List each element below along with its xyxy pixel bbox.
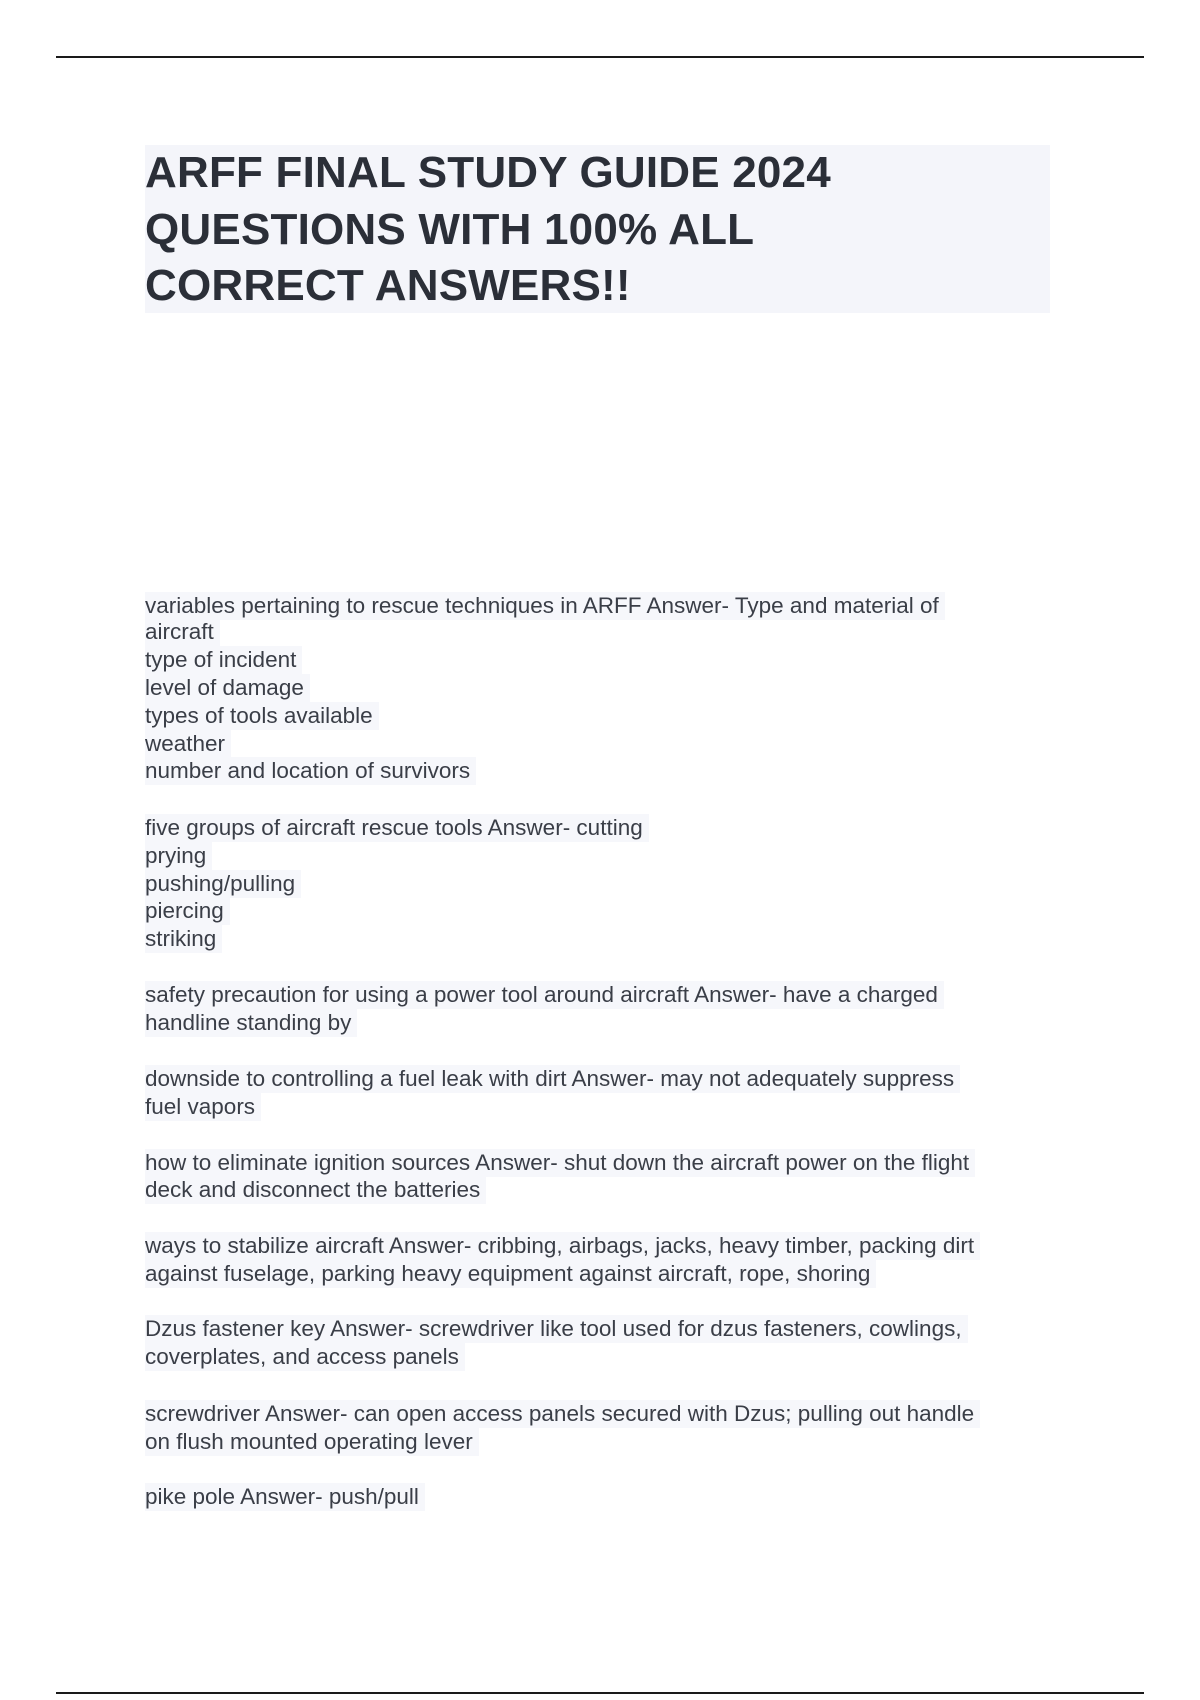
header-rule [56,56,1144,58]
footer-rule [56,1692,1144,1694]
qa-line: deck and disconnect the batteries [145,1176,486,1204]
qa-line: fuel vapors [145,1093,261,1121]
qa-line: against fuselage, parking heavy equipment against aircraft, rope, shoring [145,1260,876,1288]
qa-line: pushing/pulling [145,870,301,898]
title-line-2: QUESTIONS WITH 100% ALL [145,205,755,254]
qa-line: how to eliminate ignition sources Answer- shut down the aircraft power on the flight [145,1149,975,1177]
qa-line: type of incident [145,646,302,674]
qa-line: striking [145,925,222,953]
qa-line: piercing [145,897,230,925]
qa-line: screwdriver Answer- can open access panels secured with Dzus; pulling out handle [145,1400,980,1428]
title-line-3: CORRECT ANSWERS!! [145,261,631,310]
qa-line: downside to controlling a fuel leak with dirt Answer- may not adequately suppress [145,1065,960,1093]
qa-line: types of tools available [145,702,379,730]
qa-line: number and location of survivors [145,757,476,785]
qa-line: aircraft [145,618,220,646]
qa-line: pike pole Answer- push/pull [145,1483,425,1511]
qa-line: on flush mounted operating lever [145,1428,479,1456]
qa-line: level of damage [145,674,310,702]
qa-line: weather [145,730,231,758]
qa-line: Dzus fastener key Answer- screwdriver like tool used for dzus fasteners, cowlings, [145,1315,968,1343]
qa-line: variables pertaining to rescue techniques in ARFF Answer- Type and material of [145,592,945,620]
qa-line: safety precaution for using a power tool around aircraft Answer- have a charged [145,981,944,1009]
qa-line: handline standing by [145,1009,357,1037]
qa-line: five groups of aircraft rescue tools Answer- cutting [145,814,649,842]
document-title [145,145,1050,313]
title-line-1: ARFF FINAL STUDY GUIDE 2024 [145,148,831,197]
qa-line: prying [145,842,212,870]
qa-line: ways to stabilize aircraft Answer- cribbing, airbags, jacks, heavy timber, packing dirt [145,1232,980,1260]
qa-line: coverplates, and access panels [145,1343,465,1371]
